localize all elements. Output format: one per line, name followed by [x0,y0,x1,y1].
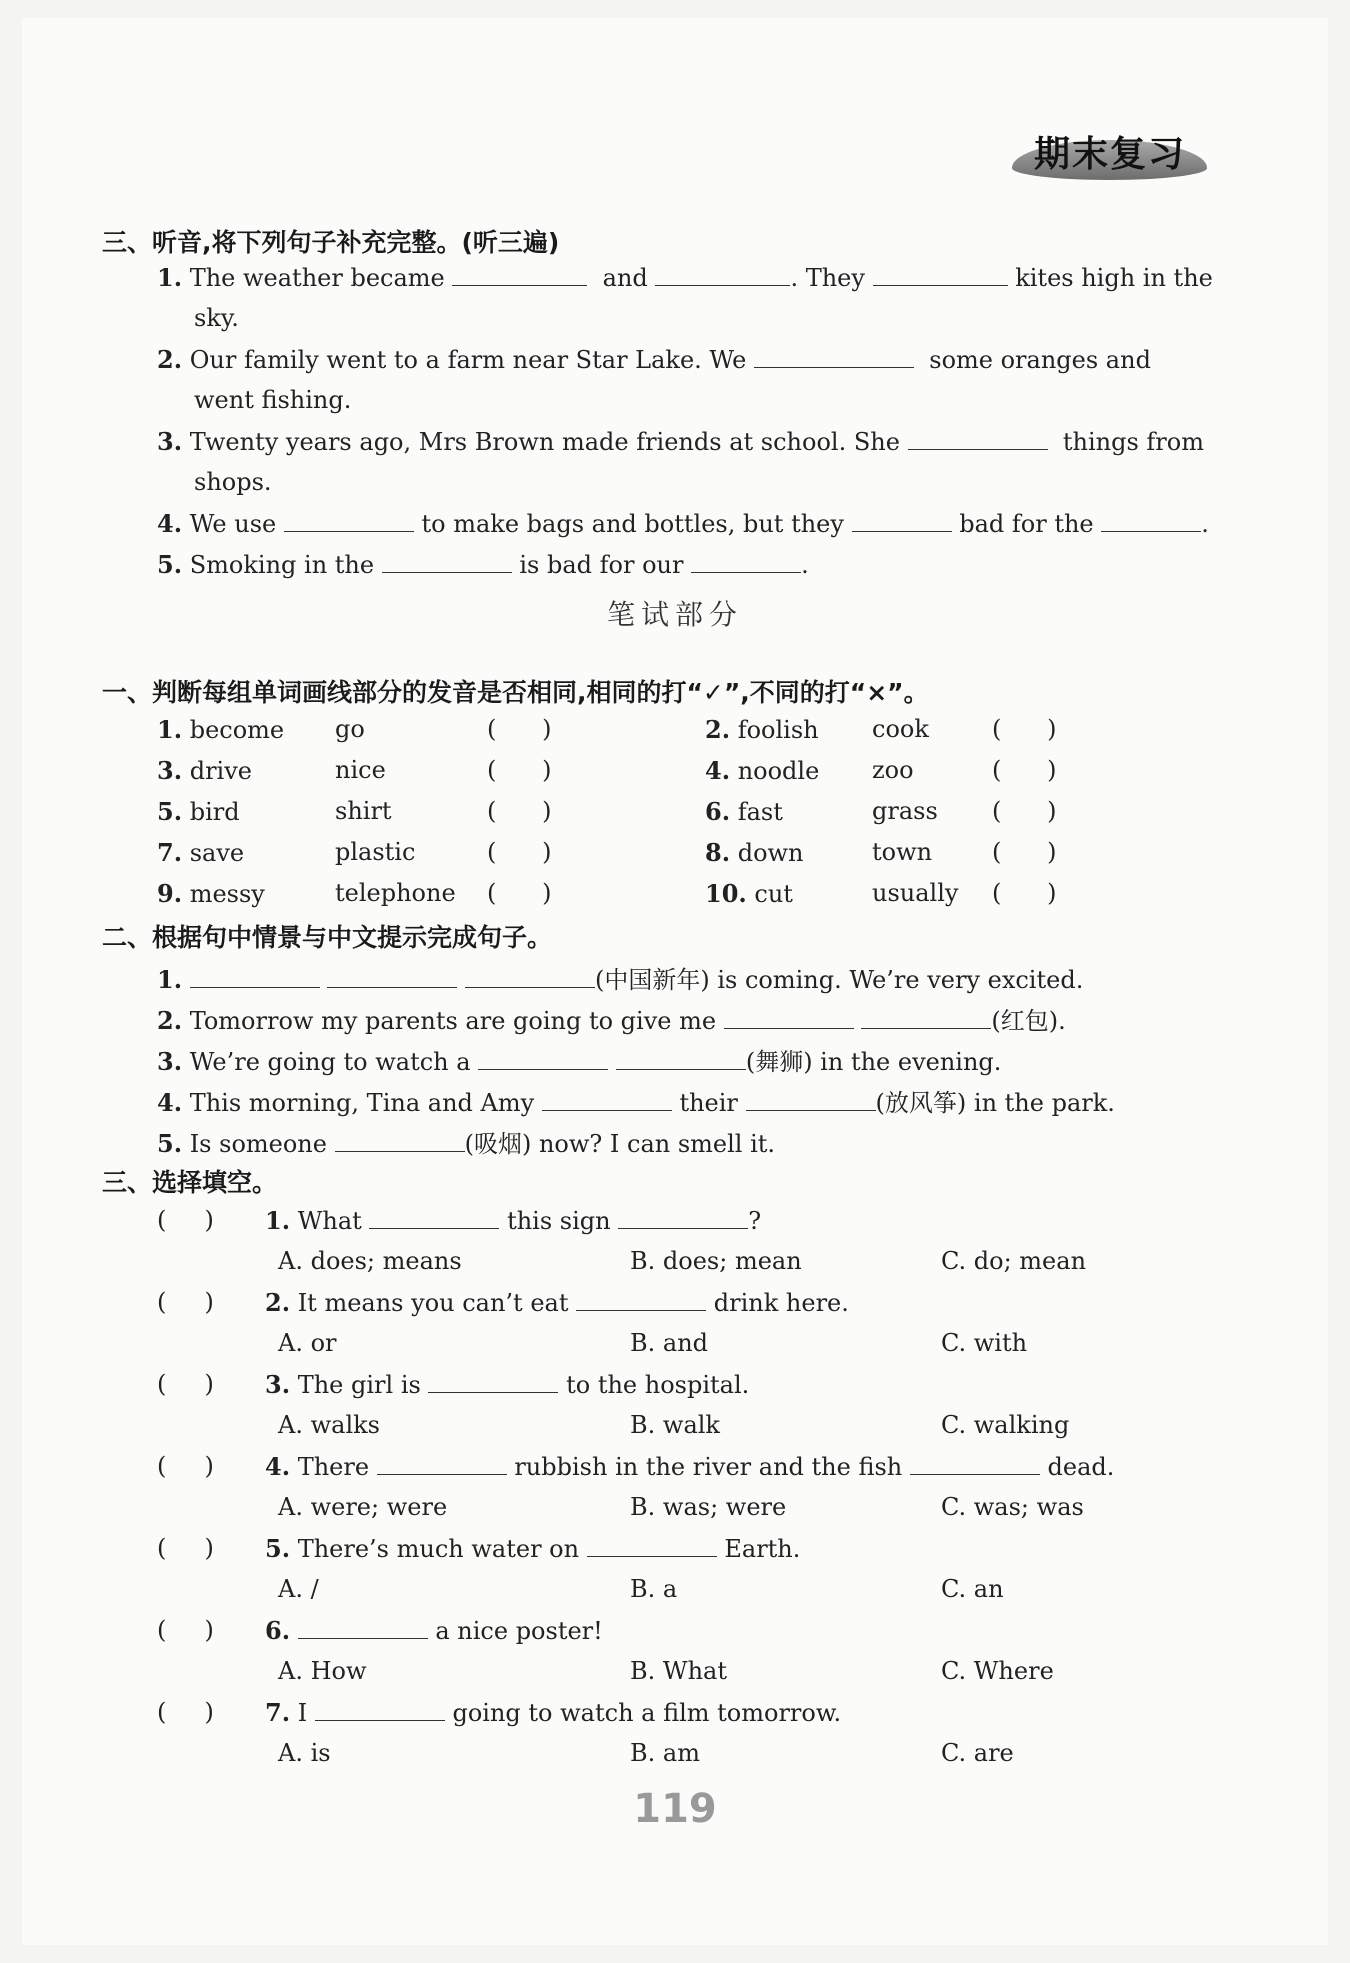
listening-item-3 [157,427,1204,456]
text: (中国新年) is coming. We’re very excited. [594,966,1084,994]
item-number: 2. [157,1006,183,1035]
answer-paren[interactable]: ( ) [157,1206,214,1234]
answer-paren[interactable]: ( ) [157,1370,214,1398]
answer-paren[interactable]: ( ) [157,1534,214,1562]
text: and [602,264,648,292]
answer-paren[interactable]: ( ) [992,797,1057,825]
choice-question-6 [265,1616,603,1645]
answer-blank[interactable] [327,965,457,988]
word-a: cut [754,880,793,908]
word-a: foolish [737,716,819,744]
option-c[interactable]: C. are [941,1739,1014,1767]
answer-blank[interactable] [618,1206,748,1229]
text: The girl is [297,1371,421,1399]
word-b: cook [872,715,929,743]
word-a: save [189,839,245,867]
answer-blank[interactable] [377,1452,507,1475]
text: rubbish in the river and the fish [514,1453,903,1481]
text: Twenty years ago, Mrs Brown made friends at school. She [189,428,900,456]
item-number: 2. [157,345,183,374]
answer-blank[interactable] [298,1616,428,1639]
pronunciation-item [705,797,783,826]
word-b: plastic [335,838,416,866]
listening-item-2-cont: went fishing. [194,386,352,414]
answer-blank[interactable] [746,1088,876,1111]
complete-item-4 [157,1083,1115,1118]
item-number: 7. [265,1698,291,1727]
option-b[interactable]: B. and [630,1329,709,1357]
item-number: 5. [265,1534,291,1563]
word-b: grass [872,797,938,825]
option-a[interactable]: A. does; means [278,1247,462,1275]
written-part-title: 笔试部分 [606,598,743,631]
text: . They [790,264,865,292]
text: (舞狮) in the evening. [745,1048,1002,1076]
text: What [297,1207,362,1235]
text: is bad for our [519,551,684,579]
item-number: 5. [157,1129,183,1158]
word-b: shirt [335,797,392,825]
option-c[interactable]: C. was; was [941,1493,1084,1521]
pronunciation-item [157,715,284,744]
text: to make bags and bottles, but they [421,510,844,538]
option-b[interactable]: B. does; mean [630,1247,802,1275]
item-number: 4. [265,1452,291,1481]
pronunciation-item [705,838,804,867]
answer-blank[interactable] [587,1534,717,1557]
text: (红包). [991,1007,1066,1035]
text: . [801,551,809,579]
text: bad for the [959,510,1094,538]
text: There’s much water on [297,1535,580,1563]
item-number: 4. [157,1088,183,1117]
item-number: 5. [157,550,183,579]
answer-blank[interactable] [190,965,320,988]
pronunciation-item [705,715,819,744]
item-number: 7. [157,838,183,867]
answer-blank[interactable] [576,1288,706,1311]
answer-blank[interactable] [465,965,595,988]
answer-paren[interactable]: ( ) [992,879,1057,907]
text: ? [748,1207,762,1235]
answer-blank[interactable] [284,509,414,532]
choice-question-7 [265,1698,841,1727]
word-b: town [872,838,933,866]
answer-paren[interactable]: ( ) [157,1452,214,1480]
item-number: 4. [157,509,183,538]
item-number: 1. [157,263,183,292]
pronunciation-item [705,756,819,785]
text: Is someone [189,1130,327,1158]
choice-question-4 [265,1452,1114,1481]
answer-blank[interactable] [478,1047,608,1070]
answer-paren[interactable]: ( ) [487,838,552,866]
option-a[interactable]: A. / [278,1575,319,1603]
text: drink here. [713,1289,849,1317]
text: going to watch a film tomorrow. [452,1699,842,1727]
answer-blank[interactable] [861,1006,991,1029]
text: (吸烟) now? I can smell it. [464,1130,776,1158]
item-number: 9. [157,879,183,908]
option-c[interactable]: C. do; mean [941,1247,1087,1275]
item-number: 6. [265,1616,291,1645]
option-c[interactable]: C. Where [941,1657,1054,1685]
answer-blank[interactable] [542,1088,672,1111]
answer-paren[interactable]: ( ) [157,1288,214,1316]
pronunciation-heading: 一、判断每组单词画线部分的发音是否相同,相同的打“✓”,不同的打“×”。 [102,678,929,707]
pronunciation-item [157,879,265,908]
item-number: 2. [705,715,731,744]
item-number: 2. [265,1288,291,1317]
answer-paren[interactable]: ( ) [487,715,552,743]
word-a: drive [189,757,252,785]
option-c[interactable]: C. an [941,1575,1004,1603]
listening-heading: 三、听音,将下列句子补充完整。(听三遍) [102,228,560,257]
item-number: 1. [157,715,183,744]
answer-blank[interactable] [452,263,587,286]
text: There [297,1453,370,1481]
listening-item-1-cont: sky. [194,304,239,332]
option-c[interactable]: C. walking [941,1411,1070,1439]
item-number: 3. [157,427,183,456]
option-a[interactable]: A. were; were [278,1493,448,1521]
answer-paren[interactable]: ( ) [487,756,552,784]
choice-heading: 三、选择填空。 [102,1168,278,1197]
complete-item-1 [157,960,1083,995]
answer-paren[interactable]: ( ) [157,1616,214,1644]
text: a nice poster! [435,1617,603,1645]
choice-question-2 [265,1288,849,1317]
text: Earth. [724,1535,801,1563]
text: . [1201,510,1209,538]
badge-label: 期末复习 [1034,134,1187,175]
answer-paren[interactable]: ( ) [992,715,1057,743]
listening-item-1 [157,263,1213,292]
option-b[interactable]: B. a [630,1575,678,1603]
word-a: messy [189,880,265,908]
word-a: noodle [737,757,820,785]
choice-question-1 [265,1206,761,1235]
text: some oranges and [929,346,1151,374]
option-b[interactable]: B. am [630,1739,700,1767]
answer-blank[interactable] [655,263,790,286]
text: We use [189,510,277,538]
item-number: 4. [705,756,731,785]
choice-question-5 [265,1534,800,1563]
complete-item-3 [157,1042,1001,1077]
item-number: 10. [705,879,747,908]
item-number: 6. [705,797,731,826]
answer-blank[interactable] [335,1129,465,1152]
answer-paren[interactable]: ( ) [992,756,1057,784]
answer-blank[interactable] [428,1370,558,1393]
option-a[interactable]: A. is [278,1739,331,1767]
item-number: 8. [705,838,731,867]
answer-blank[interactable] [724,1006,854,1029]
text: I [297,1699,308,1727]
listening-item-4 [157,509,1209,538]
option-b[interactable]: B. What [630,1657,727,1685]
answer-blank[interactable] [910,1452,1040,1475]
option-a[interactable]: A. How [278,1657,367,1685]
answer-paren[interactable]: ( ) [992,838,1057,866]
text: dead. [1047,1453,1115,1481]
answer-paren[interactable]: ( ) [487,879,552,907]
section-badge [1012,126,1207,178]
option-c[interactable]: C. with [941,1329,1028,1357]
text: Tomorrow my parents are going to give me [189,1007,717,1035]
pronunciation-item [157,797,240,826]
complete-item-2 [157,1001,1066,1036]
answer-blank[interactable] [691,550,801,573]
word-a: down [737,839,804,867]
answer-blank[interactable] [382,550,512,573]
word-b: zoo [872,756,914,784]
worksheet-page [22,18,1328,1945]
option-b[interactable]: B. walk [630,1411,720,1439]
complete-heading: 二、根据句中情景与中文提示完成句子。 [102,923,553,952]
item-number: 1. [157,965,183,994]
pronunciation-item [157,756,252,785]
word-b: go [335,715,365,743]
option-b[interactable]: B. was; were [630,1493,787,1521]
text: The weather became [189,264,445,292]
option-a[interactable]: A. or [278,1329,337,1357]
word-a: become [189,716,285,744]
text: We’re going to watch a [189,1048,471,1076]
item-number: 5. [157,797,183,826]
answer-blank[interactable] [754,345,914,368]
item-number: 3. [157,756,183,785]
item-number: 3. [157,1047,183,1076]
pronunciation-item [157,838,244,867]
answer-paren[interactable]: ( ) [157,1698,214,1726]
item-number: 1. [265,1206,291,1235]
complete-item-5 [157,1124,775,1159]
word-b: telephone [335,879,456,907]
word-b: nice [335,756,386,784]
listening-item-3-cont: shops. [194,468,272,496]
word-a: fast [737,798,783,826]
item-number: 3. [265,1370,291,1399]
text: Our family went to a farm near Star Lake. We [189,346,747,374]
text: This morning, Tina and Amy [189,1089,535,1117]
text: things from [1062,428,1204,456]
answer-blank[interactable] [852,509,952,532]
answer-blank[interactable] [369,1206,499,1229]
page-number: 119 [633,1786,717,1832]
text: their [679,1089,738,1117]
answer-blank[interactable] [616,1047,746,1070]
word-b: usually [872,879,959,907]
text: kites high in the [1015,264,1213,292]
text: this sign [507,1207,611,1235]
text: (放风筝) in the park. [875,1089,1115,1117]
option-a[interactable]: A. walks [278,1411,380,1439]
text: Smoking in the [189,551,375,579]
answer-blank[interactable] [1101,509,1201,532]
text: to the hospital. [566,1371,750,1399]
answer-blank[interactable] [873,263,1008,286]
choice-question-3 [265,1370,749,1399]
listening-item-5 [157,550,809,579]
answer-blank[interactable] [315,1698,445,1721]
word-a: bird [189,798,240,826]
text: It means you can’t eat [297,1289,569,1317]
answer-blank[interactable] [908,427,1048,450]
pronunciation-item [705,879,793,908]
listening-item-2 [157,345,1151,374]
answer-paren[interactable]: ( ) [487,797,552,825]
